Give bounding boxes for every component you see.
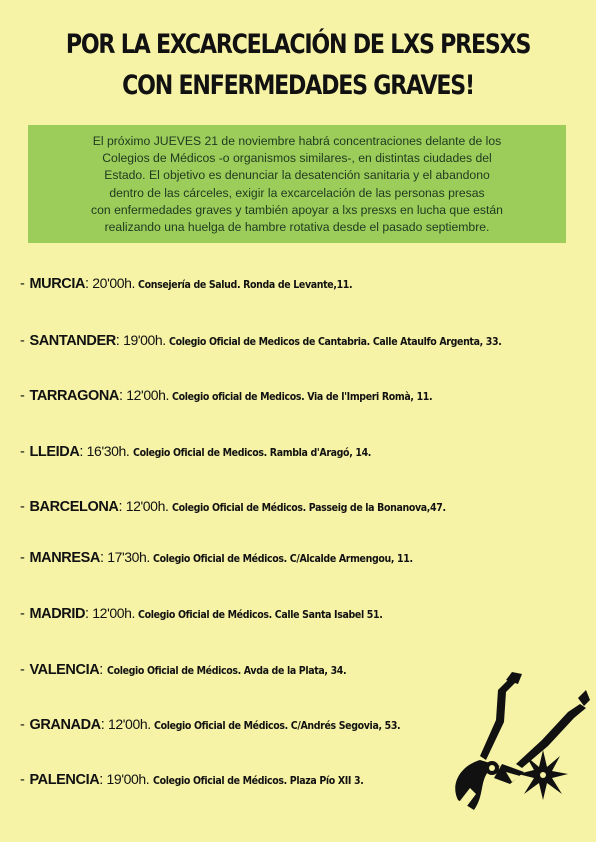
announcement-line-5: con enfermedades graves y también apoyar a lxs presxs en lucha que están	[91, 202, 503, 217]
list-item	[20, 661, 372, 678]
announcement-line-4: dentro de las cárceles, exigir la excarcelación de las personas presas	[109, 185, 485, 200]
separator: :	[99, 772, 107, 788]
bullet-dash: -	[20, 717, 25, 733]
bullet-dash: -	[20, 662, 25, 678]
separator: :	[99, 550, 108, 566]
city-name: MADRID	[29, 606, 86, 622]
bullet-dash: -	[20, 550, 25, 566]
city-name: SANTANDER	[29, 333, 116, 349]
separator: :	[119, 388, 127, 404]
event-address: Colegio Oficial de Médicos. Passeig de la Bonanova,47.	[171, 502, 446, 514]
separator: :	[100, 717, 109, 733]
bullet-dash: -	[20, 499, 25, 515]
event-time: 19'00h.	[106, 771, 153, 787]
event-address: Colegio Oficial de Médicos. Avda de la Plata, 34.	[106, 665, 346, 677]
title-line-1: POR LA EXCARCELACIÓN DE LXS PRESXS	[65, 29, 531, 60]
announcement-box	[28, 125, 566, 243]
event-time: 12'00h.	[92, 605, 139, 621]
list-item	[20, 498, 476, 515]
event-time: 12'00h.	[108, 716, 155, 732]
event-time: 17'30h.	[107, 549, 154, 565]
list-item	[20, 771, 387, 788]
separator: :	[118, 499, 126, 515]
list-item	[20, 332, 539, 349]
announcement-line-3: Estado. El objetivo es denunciar la desatención sanitaria y el abandono	[104, 168, 490, 183]
city-name: BARCELONA	[29, 499, 119, 515]
city-name: VALENCIA	[29, 662, 100, 678]
city-name: PALENCIA	[29, 772, 100, 788]
bullet-dash: -	[20, 276, 25, 292]
city-name: LLEIDA	[29, 444, 80, 460]
city-name: TARRAGONA	[29, 388, 120, 404]
list-item	[20, 716, 428, 733]
separator: :	[79, 444, 87, 460]
announcement-line-6: realizando una huelga de hambre rotativa desde el pasado septiembre.	[104, 220, 490, 235]
event-address: Colegio oficial de Medicos. Via de l'Imperi Romà, 11.	[172, 391, 433, 403]
event-address: Colegio Oficial de Medicos de Cantabria. Calle Ataulfo Argenta, 33.	[169, 336, 502, 348]
separator: :	[115, 333, 124, 349]
list-item	[20, 443, 397, 460]
event-address: Consejería de Salud. Ronda de Levante,11.	[138, 279, 353, 291]
bullet-dash: -	[20, 388, 25, 404]
list-item	[20, 605, 410, 622]
event-time: 12'00h.	[126, 387, 173, 403]
list-item	[20, 387, 462, 404]
title-line-2: CON ENFERMEDADES GRAVES!	[122, 70, 474, 101]
city-name: MURCIA	[29, 276, 86, 292]
bullet-dash: -	[20, 772, 25, 788]
list-item	[20, 275, 377, 292]
city-name: GRANADA	[29, 717, 101, 733]
event-time: 12'00h.	[125, 498, 172, 514]
event-address: Colegio Oficial de Médicos. C/Alcalde Armengou, 11.	[153, 553, 414, 565]
event-address: Colegio Oficial de Médicos. Plaza Pío XII 3.	[152, 775, 364, 787]
separator: :	[85, 606, 93, 622]
star-icon	[516, 748, 570, 802]
list-item	[20, 549, 442, 566]
event-address: Colegio Oficial de Medicos. Rambla d'Aragó, 14.	[132, 447, 371, 459]
announcement-line-1: El próximo JUEVES 21 de noviembre habrá concentraciones delante de los	[92, 134, 502, 148]
separator: :	[99, 662, 107, 678]
event-address: Colegio Oficial de Médicos. C/Andrés Segovia, 53.	[154, 720, 401, 732]
page-title	[54, 24, 543, 106]
announcement-line-2: Colegios de Médicos -o organismos similares-, en distintas ciudades del	[102, 151, 492, 166]
bullet-dash: -	[20, 333, 25, 349]
event-address: Colegio Oficial de Médicos. Calle Santa Isabel 51.	[138, 609, 383, 621]
event-time: 19'00h.	[123, 332, 170, 348]
separator: :	[85, 276, 93, 292]
bullet-dash: -	[20, 444, 25, 460]
event-time: 16'30h.	[86, 443, 133, 459]
event-time: 20'00h.	[92, 275, 139, 291]
city-name: MANRESA	[29, 550, 100, 566]
bullet-dash: -	[20, 606, 25, 622]
